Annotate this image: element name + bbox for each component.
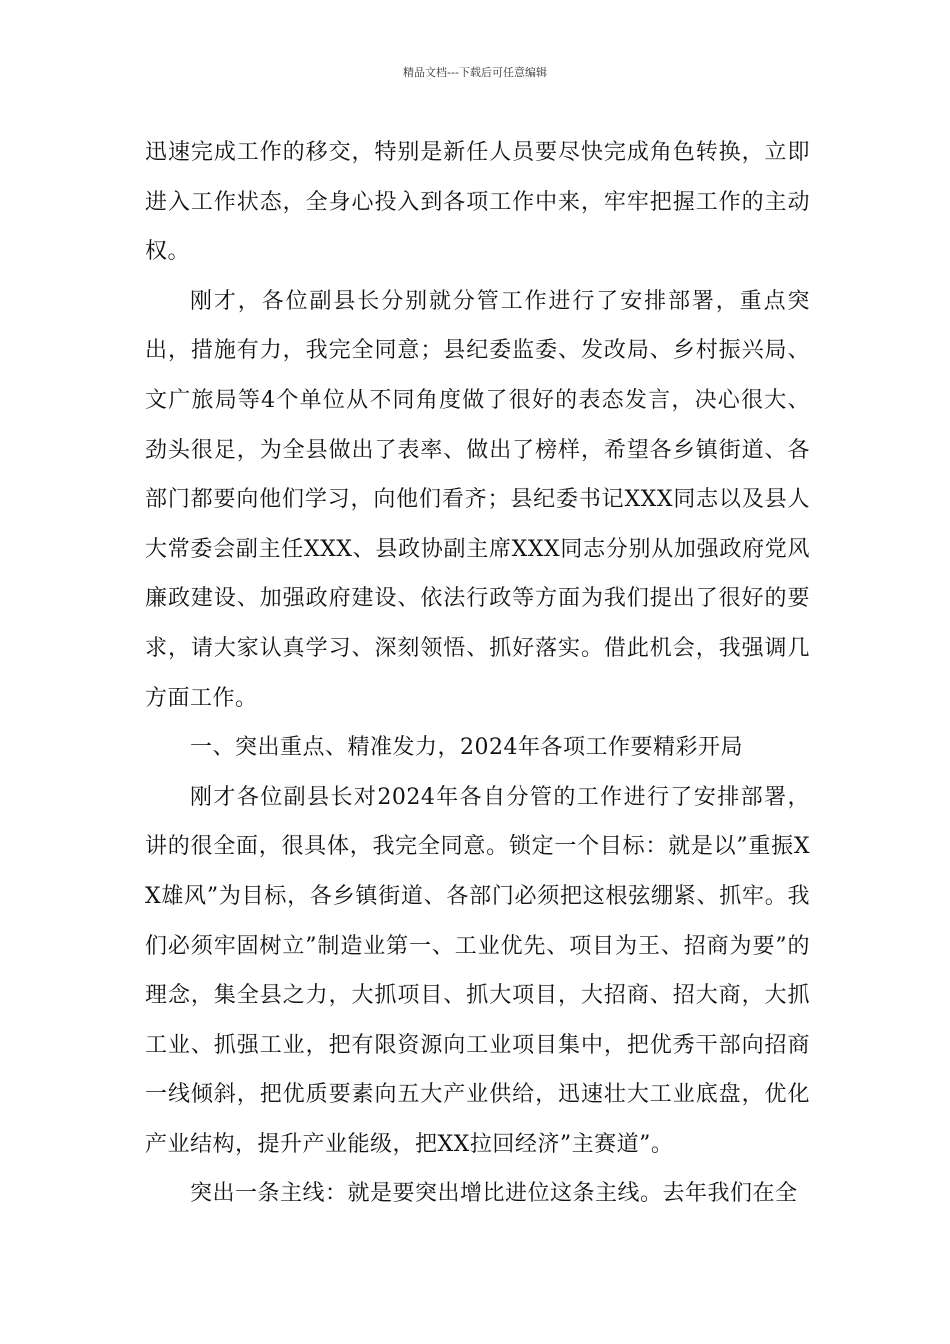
section-heading-1: 一、突出重点、精准发力，2024年各项工作要精彩开局 bbox=[190, 735, 743, 761]
document-body bbox=[145, 128, 810, 1219]
page-header: 精品文档---下载后可任意编辑 bbox=[403, 66, 547, 79]
paragraph-3: 刚才各位副县长对2024年各自分管的工作进行了安排部署，讲的很全面，很具体，我完全同意。锁定一个目标：就是以”重振XX雄风”为目标，各乡镇街道、各部门必须把这根弦绷紧、抓牢。我们必须牢固树立”制造业第一、工业优先、项目为王、招商为要”的理念，集全县之力，大抓项目、抓大项目，大招商、招大商，大抓工业、抓强工业，把有限资源向工业项目集中，把优秀干部向招商一线倾斜，把优质要素向五大产业供给，迅速壮大工业底盘，优化产业结构，提升产业能级，把XX拉回经济”主赛道”。 bbox=[145, 784, 810, 1157]
paragraph-1: 迅速完成工作的移交，特别是新任人员要尽快完成角色转换，立即进入工作状态，全身心投入到各项工作中来，牢牢把握工作的主动权。 bbox=[145, 140, 810, 265]
paragraph-2: 刚才，各位副县长分别就分管工作进行了安排部署，重点突出，措施有力，我完全同意；县纪委监委、发改局、乡村振兴局、文广旅局等4个单位从不同角度做了很好的表态发言，决心很大、劲头很足，为全县做出了表率、做出了榜样，希望各乡镇街道、各部门都要向他们学习，向他们看齐；县纪委书记XXX同志以及县人大常委会副主任XXX、县政协副主席XXX同志分别从加强政府党风廉政建设、加强政府建设、依法行政等方面为我们提出了很好的要求，请大家认真学习、深刻领悟、抓好落实。借此机会，我强调几方面工作。 bbox=[145, 288, 810, 711]
paragraph-4: 突出一条主线：就是要突出增比进位这条主线。去年我们在全 bbox=[190, 1181, 798, 1207]
